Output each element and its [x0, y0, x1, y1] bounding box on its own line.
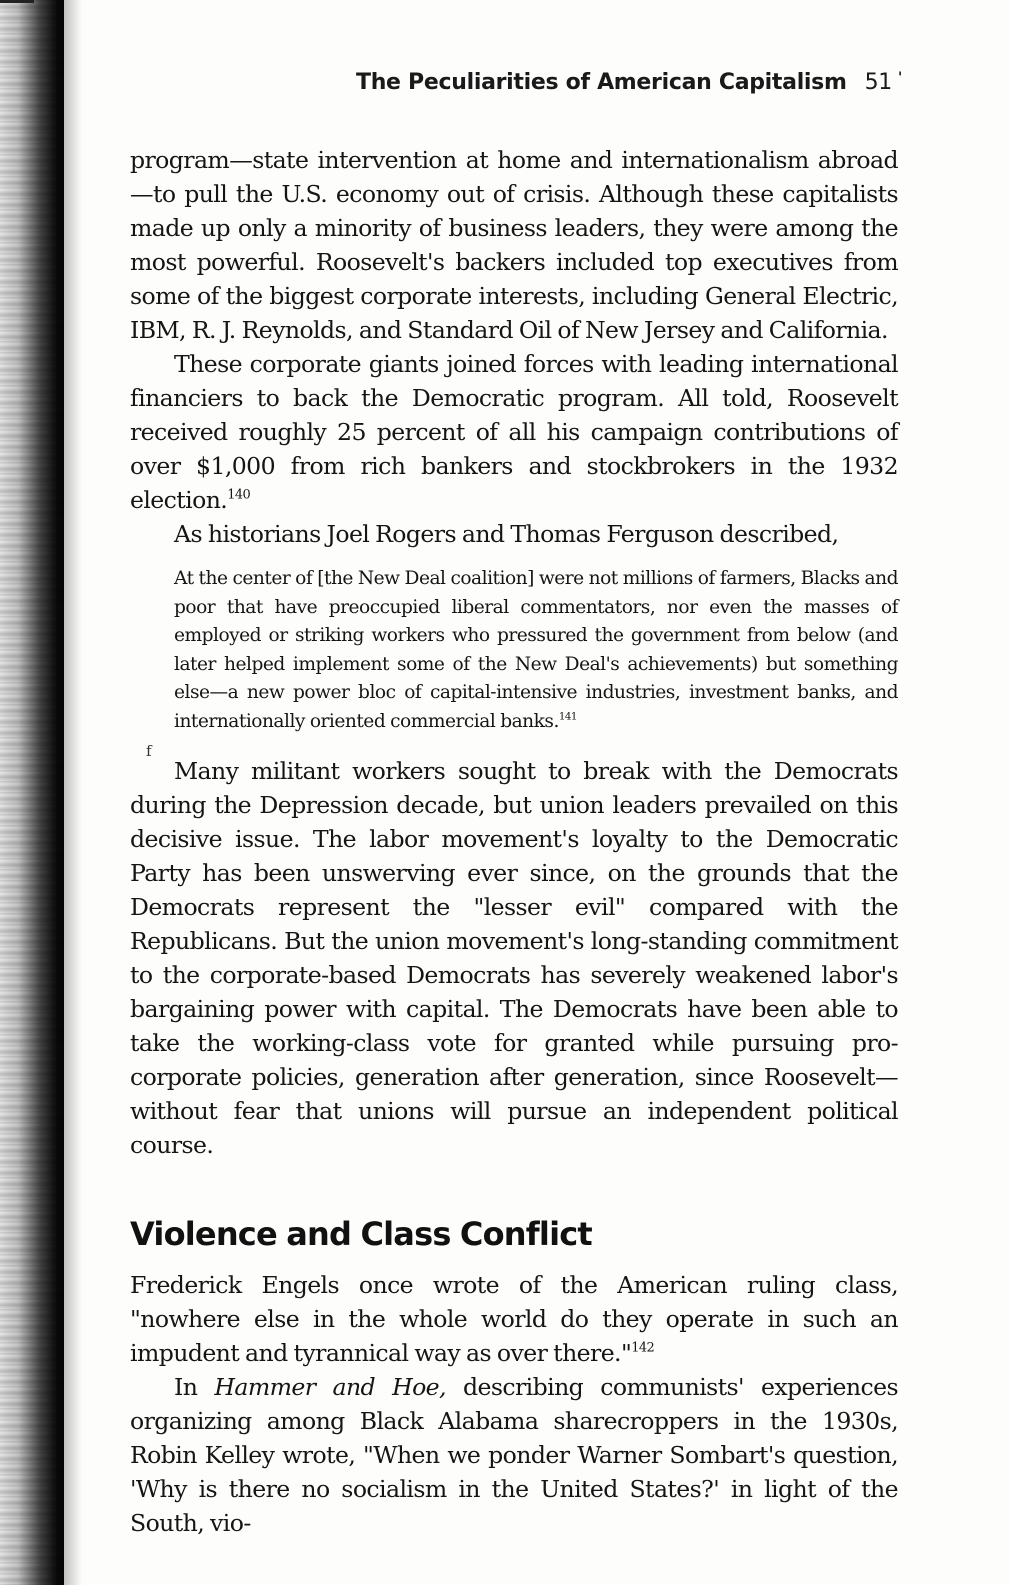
scan-corner-mark	[0, 0, 34, 3]
paragraph-1: program—state intervention at home and internationalism abroad—to pull the U.S. economy out of crisis. Although these capitalists made up only a minority of business leaders, they were among the most powerful. Roosevelt's backers included top executives from some of the biggest corporate interests, including General Electric, IBM, R. J. Reynolds, and Standard Oil of New Jersey and California.	[130, 146, 898, 344]
running-head	[130, 70, 902, 95]
section-paragraph-2: In Hammer and Hoe, describing communists' experiences organizing among Black Alabama sharecroppers in the 1930s, Robin Kelley wrote, "When we ponder Warner Sombart's question, 'Why is there no socialism in the United States?' in light of the South, vio-	[130, 1373, 898, 1537]
paragraph-3: As historians Joel Rogers and Thomas Ferguson described,	[174, 520, 839, 548]
scan-tick-mark: '	[898, 70, 902, 86]
block-quote: f At the center of [the New Deal coalition] were not millions of farmers, Blacks and poor that have preoccupied liberal commentators, nor even the masses of employed or striking workers who pressured the government from below (and later helped implement some of the New Deal's achievements) but something else—a new power bloc of capital-intensive industries, investment banks, and internationally oriented commercial banks.$^{141}$	[174, 565, 898, 736]
paragraph-2: These corporate giants joined forces with leading international financiers to back the Democratic program. All told, Roosevelt received roughly 25 percent of all his campaign contributions of over $1,000 from rich bankers and stockbrokers in the 1932 election.$^{140}$	[130, 350, 898, 514]
page-number: 51	[864, 70, 892, 95]
section-heading: Violence and Class Conflict	[130, 1215, 592, 1253]
body-text	[130, 143, 898, 1540]
section-paragraph-1: Frederick Engels once wrote of the American ruling class, "nowhere else in the whole world do they operate in such an impudent and tyrannical way as over there."$^{142}$	[130, 1271, 898, 1367]
scan-stray-mark: f	[146, 742, 152, 760]
book-title: Hammer and Hoe,	[214, 1373, 446, 1401]
footnote-ref-140: 140	[227, 487, 251, 503]
scan-binding-fade	[56, 0, 82, 1585]
scan-binding-shadow	[0, 0, 64, 1585]
running-head-title: The Peculiarities of American Capitalism	[355, 70, 847, 95]
paragraph-4: Many militant workers sought to break with the Democrats during the Depression decade, but union leaders prevailed on this decisive issue. The labor movement's loyalty to the Democratic Party has been unswerving ever since, on the grounds that the Democrats represent the "lesser evil" compared with the Republicans. But the union movement's long-standing commitment to the corporate-based Democrats has severely weakened labor's bargaining power with capital. The Democrats have been able to take the working-class vote for granted while pursuing pro-corporate policies, generation after generation, since Roosevelt—without fear that unions will pursue an independent political course.	[130, 757, 898, 1159]
footnote-ref-141: 141	[558, 710, 577, 722]
footnote-ref-142: 142	[631, 1340, 655, 1356]
